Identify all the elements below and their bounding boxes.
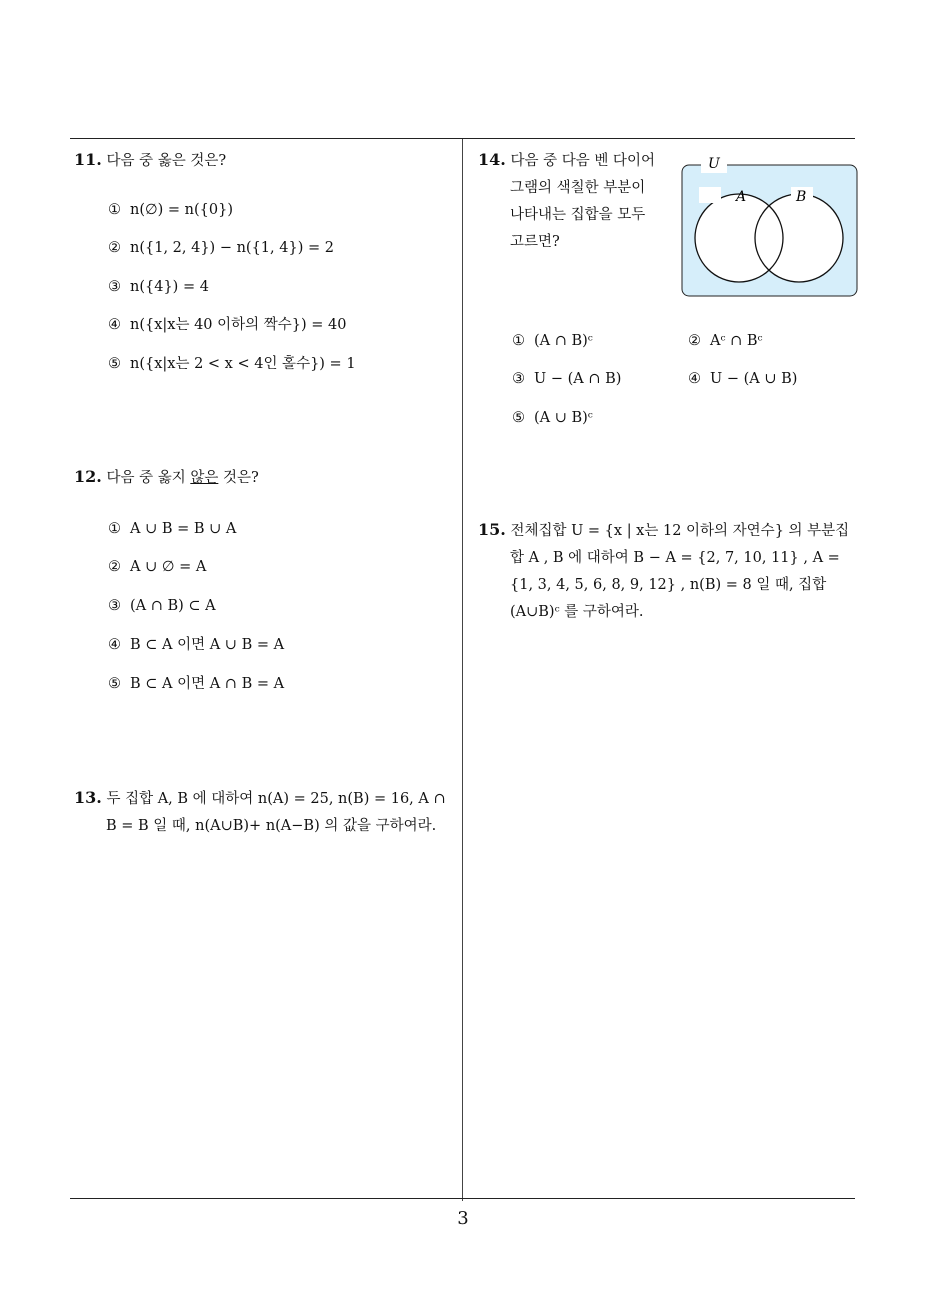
question-stem: 전체집합 U = {x | x는 12 이하의 자연수} 의 부분집합 A , B 에 대하여 B − A = {2, 7, 10, 11} , A = {1, 3, 4, 5, 6, 8, 9, 12} , n(B) = 8 일 때, 집합 (A∪B)ᶜ 를 구하여라. [510, 523, 850, 620]
option-text: n({4}) = 4 [130, 279, 209, 295]
q12-option-1[interactable] [108, 519, 236, 539]
option-mark: ③ [108, 598, 121, 614]
question-number: 13. [74, 788, 102, 807]
question-number: 15. [478, 520, 506, 539]
question-stem: 두 집합 A, B 에 대하여 n(A) = 25, n(B) = 16, A ∩ B = B 일 때, n(A∪B)+ n(A−B) 의 값을 구하여라. [106, 791, 446, 834]
option-text: B ⊂ A 이면 A ∩ B = A [130, 676, 285, 692]
option-mark: ② [108, 559, 121, 575]
option-mark: ⑤ [512, 410, 525, 426]
option-mark: ⑤ [108, 356, 121, 372]
q14-option-1[interactable] [512, 331, 593, 351]
q11-option-5[interactable] [108, 354, 356, 374]
option-text: (A ∩ B)ᶜ [534, 333, 593, 349]
option-text: n({1, 2, 4}) − n({1, 4}) = 2 [130, 240, 334, 256]
page-number: 3 [457, 1208, 469, 1229]
option-text: (A ∪ B)ᶜ [534, 410, 593, 426]
option-text: U − (A ∩ B) [534, 371, 622, 387]
venn-diagram [679, 151, 861, 301]
stem-underlined-text: 않은 [190, 470, 219, 486]
label-a-background [699, 187, 721, 203]
question-11 [74, 146, 226, 175]
column-divider [462, 139, 463, 1201]
q14-option-4[interactable] [688, 369, 797, 389]
option-mark: ⑤ [108, 676, 121, 692]
option-mark: ④ [108, 637, 121, 653]
option-mark: ① [108, 202, 121, 218]
q11-option-3[interactable] [108, 277, 209, 297]
option-text: A ∪ B = B ∪ A [130, 521, 237, 537]
question-stem: 다음 중 다음 벤 다이어그램의 색칠한 부분이 나타내는 집합을 모두 고르면? [510, 153, 655, 250]
q11-option-4[interactable] [108, 315, 346, 335]
q11-option-2[interactable] [108, 238, 334, 258]
q12-option-3[interactable] [108, 596, 216, 616]
question-15 [478, 516, 863, 626]
option-text: (A ∩ B) ⊂ A [130, 598, 216, 614]
option-mark: ① [108, 521, 121, 537]
question-14 [478, 146, 663, 256]
option-mark: ② [108, 240, 121, 256]
stem-text: 다음 중 옳지 [106, 470, 191, 486]
option-text: n({x|x는 40 이하의 짝수}) = 40 [130, 317, 347, 333]
option-mark: ④ [108, 317, 121, 333]
q14-option-5[interactable] [512, 408, 593, 428]
q14-option-3[interactable] [512, 369, 621, 389]
q12-option-5[interactable] [108, 674, 284, 694]
option-mark: ③ [512, 371, 525, 387]
stem-text: 것은? [218, 470, 259, 486]
option-text: n({x|x는 2 < x < 4인 홀수}) = 1 [130, 356, 356, 372]
question-number: 12. [74, 467, 102, 486]
question-number: 14. [478, 150, 506, 169]
set-b-label: B [796, 189, 807, 205]
q11-option-1[interactable] [108, 200, 233, 220]
option-mark: ① [512, 333, 525, 349]
question-12 [74, 463, 259, 492]
question-stem [106, 470, 258, 486]
question-13 [74, 784, 459, 840]
bottom-rule [70, 1198, 855, 1199]
universe-label: U [708, 156, 720, 172]
option-text: A ∪ ∅ = A [130, 559, 207, 575]
q14-option-2[interactable] [688, 331, 763, 351]
q12-option-2[interactable] [108, 557, 206, 577]
q12-option-4[interactable] [108, 635, 284, 655]
option-mark: ③ [108, 279, 121, 295]
option-text: n(∅) = n({0}) [130, 202, 233, 218]
option-text: Aᶜ ∩ Bᶜ [710, 333, 763, 349]
option-mark: ④ [688, 371, 701, 387]
set-a-label: A [736, 189, 747, 205]
question-number: 11. [74, 150, 102, 169]
option-text: B ⊂ A 이면 A ∪ B = A [130, 637, 285, 653]
option-text: U − (A ∪ B) [710, 371, 798, 387]
option-mark: ② [688, 333, 701, 349]
question-stem: 다음 중 옳은 것은? [106, 153, 227, 169]
